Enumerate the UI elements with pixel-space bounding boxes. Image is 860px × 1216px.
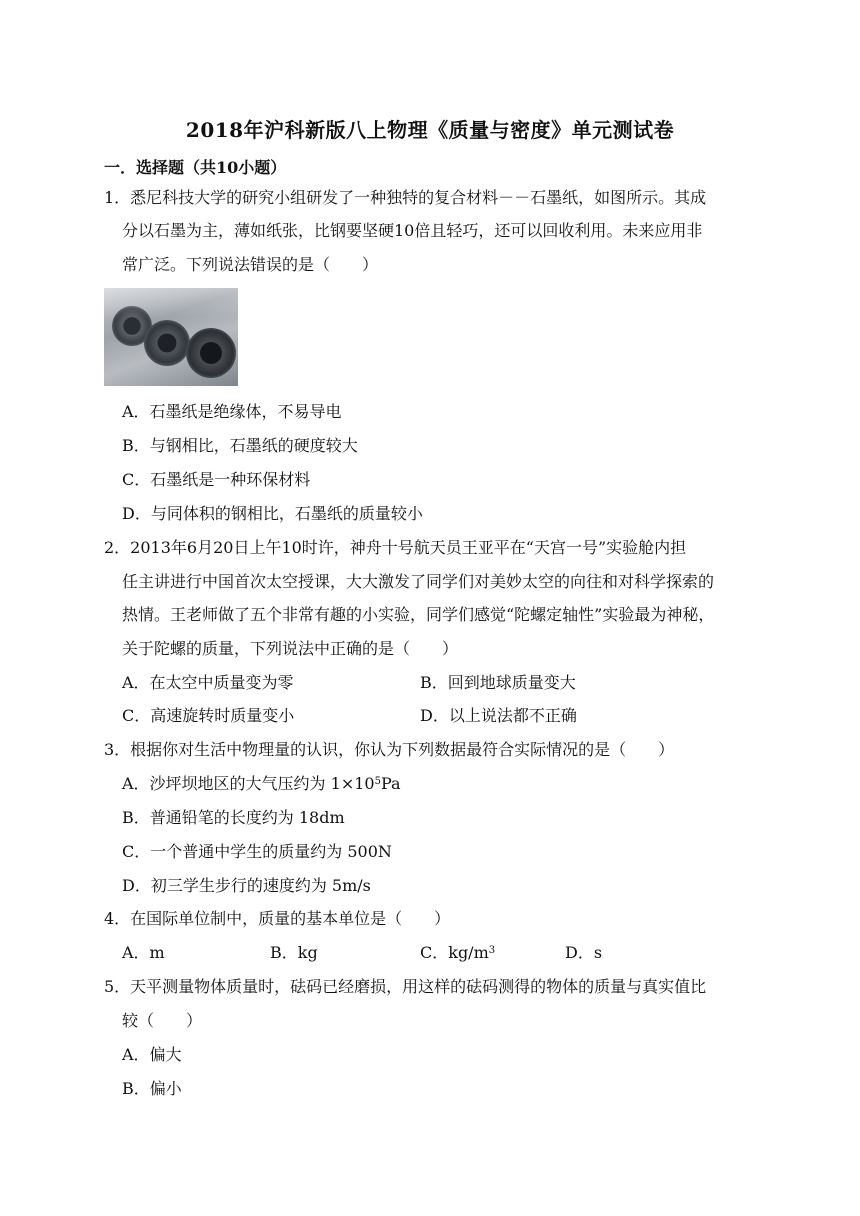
- question-2-line-3: 热情。王老师做了五个非常有趣的小实验，同学们感觉“陀螺定轴性”实验最为神秘，: [122, 605, 715, 624]
- question-2-option-d: D．以上说法都不正确: [420, 706, 577, 725]
- question-3-option-d: D．初三学生步行的速度约为 5m/s: [122, 876, 371, 895]
- question-2-line-4: 关于陀螺的质量，下列说法中正确的是（ ）: [122, 639, 459, 658]
- question-2-option-a: A．在太空中质量变为零: [122, 673, 294, 692]
- section-heading: 一．选择题（共10小题）: [104, 158, 287, 177]
- image-highlight: [104, 288, 238, 318]
- question-1-option-a: A．石墨纸是绝缘体，不易导电: [122, 402, 342, 421]
- exponent: 3: [488, 945, 496, 956]
- question-2-option-b: B．回到地球质量变大: [420, 673, 576, 692]
- roll-icon: [144, 320, 190, 366]
- question-4-option-c: [420, 943, 495, 963]
- question-5-line-1: 5．天平测量物体质量时，砝码已经磨损，用这样的砝码测得的物体的质量与真实值比: [104, 977, 707, 996]
- option-c-text: C．kg/m: [420, 943, 489, 962]
- question-1-option-b: B．与钢相比，石墨纸的硬度较大: [122, 436, 358, 455]
- question-3-option-c: C．一个普通中学生的质量约为 500N: [122, 842, 392, 861]
- question-5-option-a: A．偏大: [122, 1045, 182, 1064]
- question-1-line-2: 分以石墨为主，薄如纸张，比钢要坚硬10倍且轻巧，还可以回收利用。未来应用非: [122, 221, 703, 240]
- exponent: 5: [374, 776, 381, 787]
- option-a-text: A．沙坪坝地区的大气压约为 1×10: [122, 774, 375, 793]
- roll-icon: [186, 328, 236, 378]
- question-1-option-c: C．石墨纸是一种环保材料: [122, 470, 311, 489]
- question-4-line-1: 4．在国际单位制中，质量的基本单位是（ ）: [104, 909, 451, 928]
- question-4-option-b: B．kg: [270, 943, 318, 962]
- page-title: 2018年沪科新版八上物理《质量与密度》单元测试卷: [185, 118, 675, 142]
- question-1-option-d: D．与同体积的钢相比，石墨纸的质量较小: [122, 504, 423, 523]
- question-5-line-2: 较（ ）: [122, 1011, 203, 1030]
- question-3-option-a: [122, 774, 401, 794]
- question-2-line-1: 2．2013年6月20日上午10时许，神舟十号航天员王亚平在“天宫一号”实验舱内担: [104, 538, 687, 557]
- graphite-paper-image: [104, 288, 238, 386]
- question-5-option-b: B．偏小: [122, 1079, 182, 1098]
- question-1-line-1: 1．悉尼科技大学的研究小组研发了一种独特的复合材料－－石墨纸，如图所示。其成: [104, 188, 707, 207]
- question-2-line-2: 任主讲进行中国首次太空授课，大大激发了同学们对美妙太空的向往和对科学探索的: [122, 572, 715, 591]
- question-3-option-b: B．普通铅笔的长度约为 18dm: [122, 808, 345, 827]
- unit: Pa: [380, 774, 401, 793]
- question-3-line-1: 3．根据你对生活中物理量的认识，你认为下列数据最符合实际情况的是（ ）: [104, 740, 675, 759]
- question-1-line-3: 常广泛。下列说法错误的是（ ）: [122, 255, 379, 274]
- question-4-option-a: A．m: [122, 943, 165, 962]
- question-4-option-d: D．s: [565, 943, 603, 962]
- question-2-option-c: C．高速旋转时质量变小: [122, 706, 295, 725]
